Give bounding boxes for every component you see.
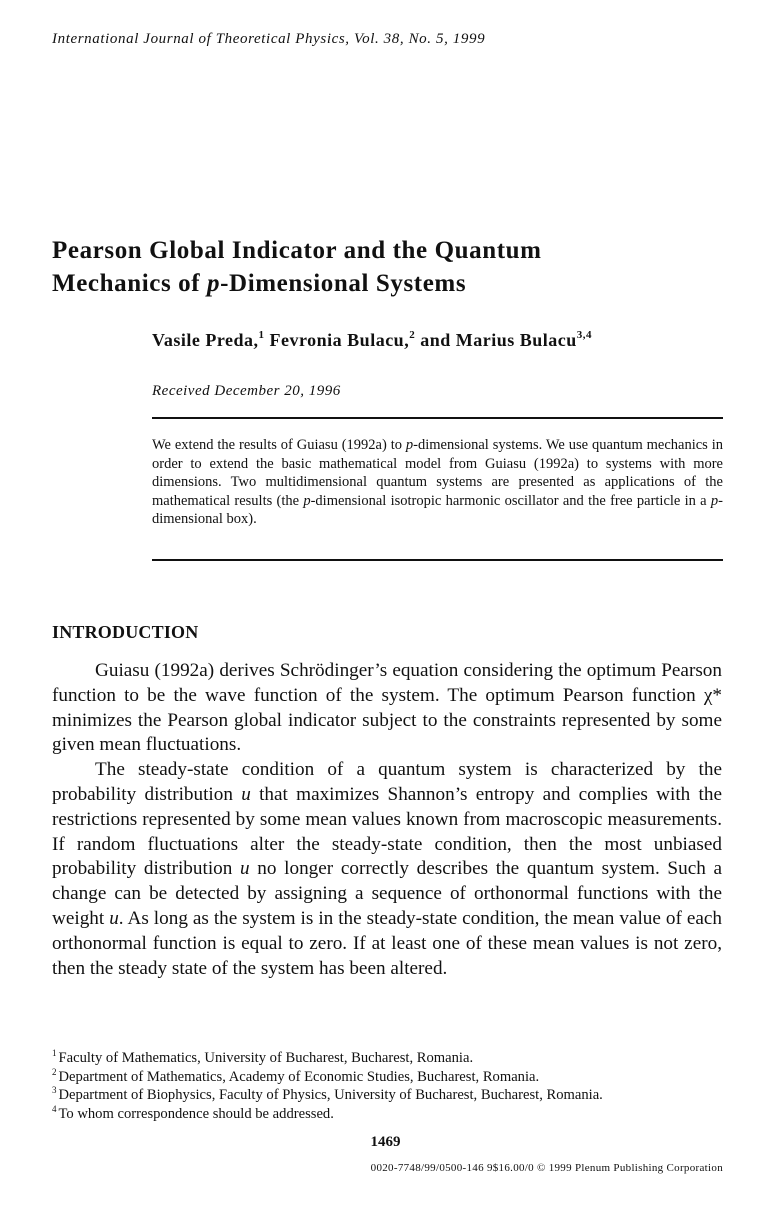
abstract-italic-p-3: p: [710, 492, 719, 509]
abstract-text-2: -dimensional systems. We use quantum mechanics in order to extend the basic mathematical model from Guiasu (1992a) to systems with more dimensions. Two multidimensional quantum systems are presented as applications of the mathematical results (the: [152, 437, 723, 509]
paragraph-2-text-b: that maximizes Shannon’s entropy and complies with the restrictions represented by some mean values known from macroscopic measurements. If random fluctuations alter the steady-state condition, then the most unbiased probability distribution: [52, 783, 722, 880]
footnote-text: To whom correspondence should be addressed.: [58, 1106, 334, 1123]
title-line-1: Pearson Global Indicator and the Quantum: [52, 237, 542, 264]
footnote-text: Faculty of Mathematics, University of Bucharest, Bucharest, Romania.: [58, 1050, 474, 1066]
paragraph-1: Guiasu (1992a) derives Schrödinger’s equation considering the optimum Pearson function to be the wave function of the system. The optimum Pearson function χ* minimizes the Pearson global indicator subject to the constraints represented by some given mean fluctuations.: [52, 660, 722, 756]
abstract-text-1: We extend the results of Guiasu (1992a) to: [152, 437, 406, 453]
paragraph-2: [52, 758, 722, 981]
title-line-2-post: -Dimensional Systems: [220, 270, 467, 297]
body-text: [52, 659, 722, 981]
article-title: [52, 234, 732, 300]
footnote-mark: 2: [52, 1066, 57, 1077]
author-list: [152, 330, 592, 351]
author-3-affiliation: 3,4: [576, 329, 592, 341]
page-number: 1469: [370, 1134, 401, 1150]
received-date: Received December 20, 1996: [152, 383, 341, 399]
paragraph-2-italic-u-3: u: [109, 907, 119, 929]
abstract: [152, 436, 723, 529]
author-2-affiliation: 2: [409, 329, 416, 341]
journal-citation: International Journal of Theoretical Physics, Vol. 38, No. 5, 1999: [52, 31, 486, 47]
title-line-2-italic: p: [207, 270, 221, 297]
section-heading: INTRODUCTION: [52, 622, 199, 642]
abstract-text-4: -dimensional box).: [152, 492, 723, 527]
paragraph-2-italic-u-2: u: [240, 858, 250, 880]
author-1-affiliation: 1: [258, 329, 265, 341]
abstract-text-3: -dimensional isotropic harmonic oscillator and the free particle in a: [310, 492, 711, 509]
footnote-mark: 3: [52, 1085, 57, 1096]
title-line-2: [52, 267, 732, 300]
paragraph-2-italic-u-1: u: [241, 783, 251, 805]
paragraph-2-text-d: . As long as the system is in the steady-state condition, the mean value of each orthonormal function is equal to zero. If at least one of these mean values is not zero, then the steady state of the system has been altered.: [52, 907, 722, 979]
abstract-italic-p-2: p: [303, 492, 311, 509]
paragraph-2-text-a: The steady-state condition of a quantum system is characterized by the probability distribution: [52, 759, 722, 805]
abstract-italic-p-1: p: [405, 437, 414, 453]
author-1: Vasile Preda,: [152, 330, 259, 350]
title-line-2-pre: Mechanics of: [52, 270, 207, 297]
paragraph-2-text-c: no longer correctly describes the quantum system. Such a change can be detected by assigning a sequence of orthonormal functions with the weight: [52, 858, 722, 929]
footnote: [52, 1105, 732, 1124]
footnote-text: Department of Biophysics, Faculty of Physics, University of Bucharest, Bucharest, Romania.: [58, 1087, 603, 1104]
footnote-text: Department of Mathematics, Academy of Economic Studies, Bucharest, Romania.: [58, 1068, 540, 1085]
footnotes: [52, 1049, 732, 1124]
abstract-top-rule: [152, 417, 723, 419]
author-3: and Marius Bulacu: [415, 330, 577, 350]
footnote-mark: 4: [52, 1104, 57, 1115]
footnote: [52, 1086, 732, 1105]
footnote: [52, 1068, 732, 1087]
footnote-mark: 1: [52, 1048, 57, 1058]
footnote: [52, 1049, 732, 1068]
abstract-bottom-rule: [152, 559, 723, 561]
copyright-line: 0020-7748/99/0500-146 9$16.00/0 © 1999 Plenum Publishing Corporation: [370, 1162, 723, 1174]
author-2: Fevronia Bulacu,: [264, 330, 410, 350]
